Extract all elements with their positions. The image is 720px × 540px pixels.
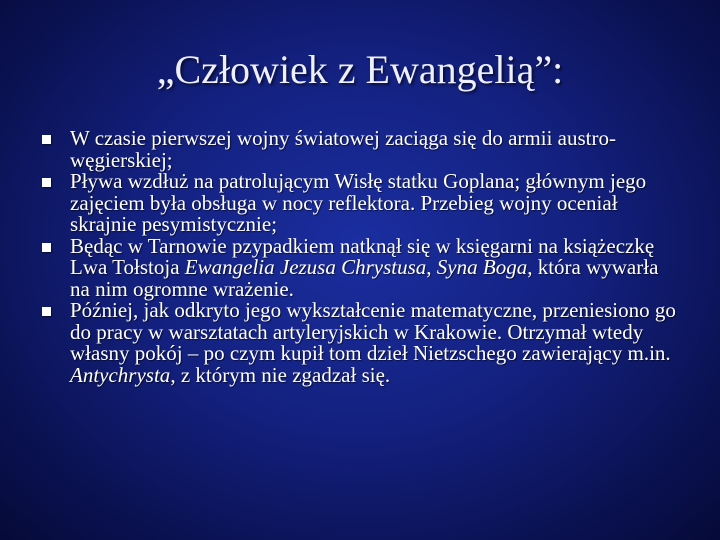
book-title: Ewangelia Jezusa Chrystusa xyxy=(184,255,427,279)
text-run: Będąc w Tarnowie pzypadkiem natknął się w księgarni na książeczkę Lwa Tołstoja xyxy=(70,233,655,279)
text-run: W czasie pierwszej wojny światowej zaciąga się do armii austro-węgierskiej; xyxy=(70,126,616,172)
square-bullet-icon xyxy=(42,178,51,187)
square-bullet-icon xyxy=(42,307,51,316)
bullet-item xyxy=(42,300,682,386)
bullet-text xyxy=(70,298,676,387)
bullet-item xyxy=(42,171,682,236)
bullet-text xyxy=(70,126,616,172)
bullet-text xyxy=(70,234,658,301)
text-run: Pływa wzdłuż na patrolującym Wisłę statku Goplana; głównym jego zajęciem była obsługa w nocy reflektora. Przebieg wojny oceniał skrajnie pesymistycznie; xyxy=(70,169,647,236)
square-bullet-icon xyxy=(42,135,51,144)
bullet-item xyxy=(42,128,682,171)
book-title: Syna Boga xyxy=(436,255,528,279)
bullet-text xyxy=(70,169,646,236)
text-run: , z którym nie zgadzał się. xyxy=(170,362,391,387)
bullet-item xyxy=(42,233,682,301)
square-bullet-icon xyxy=(42,243,51,252)
text-run: Później, jak odkryto jego wykształcenie matematyczne, przeniesiono go do pracy w warsztatach artyleryjskich w Krakowie. Otrzymał wtedy własny pokój – po czym kupił tom dzieł Nietzschego zawierający m.in. xyxy=(70,298,676,365)
text-run: , xyxy=(426,255,437,279)
text-run: , która wywarła na nim ogromne wrażenie. xyxy=(70,255,659,301)
bullet-list xyxy=(42,128,682,386)
slide-title: „Człowiek z Ewangelią”: xyxy=(156,47,564,92)
book-title: Antychrysta xyxy=(70,362,171,387)
